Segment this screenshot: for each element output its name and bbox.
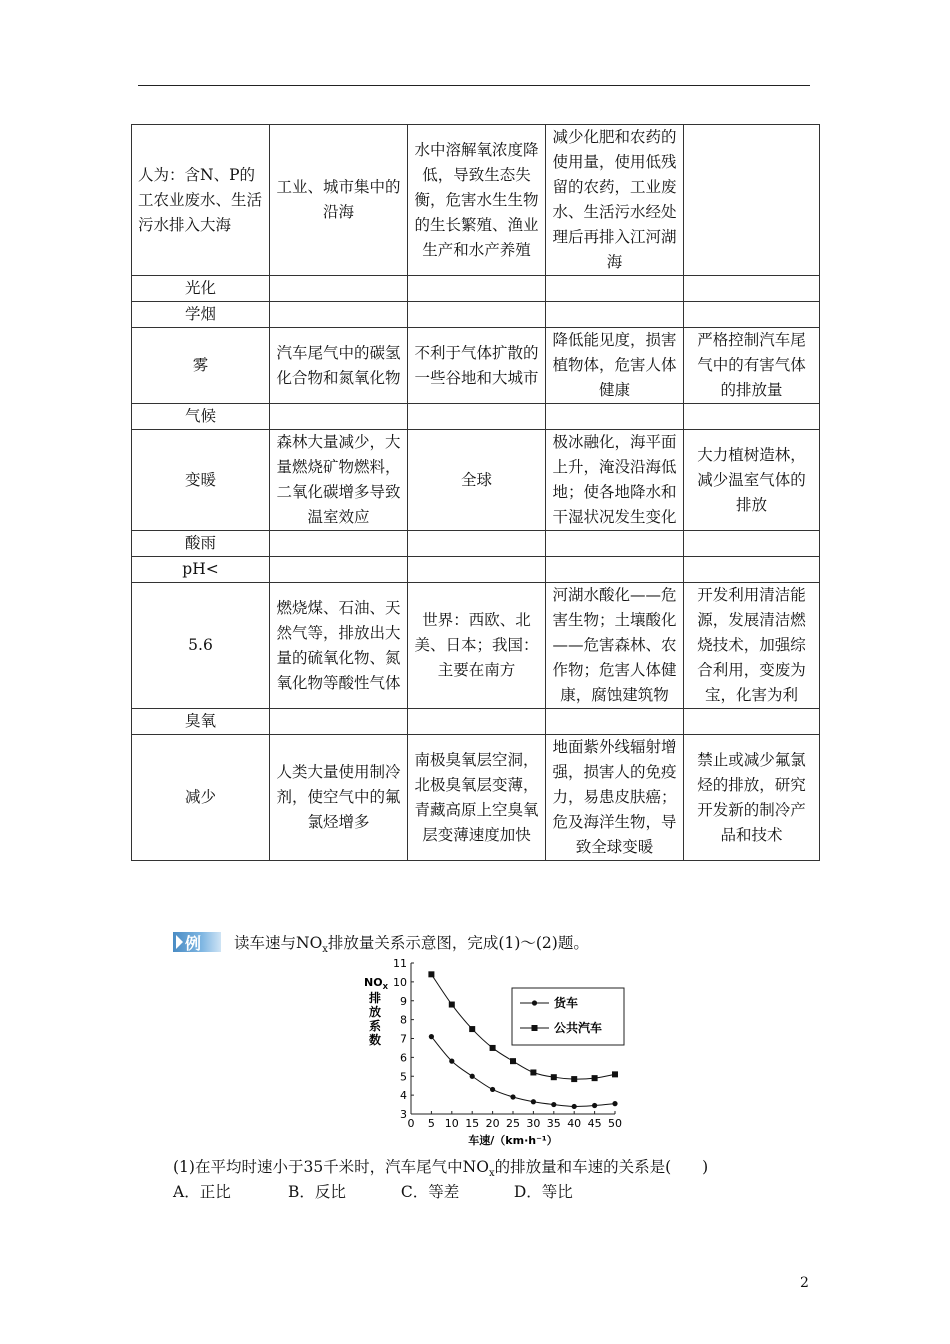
chart-legend	[512, 988, 624, 1045]
table-cell	[684, 557, 820, 583]
table-row	[132, 531, 820, 557]
data-point-circle	[510, 1094, 515, 1099]
chart-axes	[364, 957, 622, 1147]
table-cell	[270, 276, 408, 302]
table-cell	[408, 404, 546, 430]
table-cell	[546, 404, 684, 430]
table-cell	[408, 276, 546, 302]
table-cell	[408, 709, 546, 735]
x-tick-label: 15	[465, 1117, 480, 1130]
option-a[interactable]: A．正比	[173, 1183, 231, 1201]
table-cell: 不利于气体扩散的一些谷地和大城市	[408, 328, 546, 404]
y-axis-label-char: 系	[368, 1019, 382, 1033]
play-arrow-icon	[176, 935, 183, 949]
data-point-square	[530, 1069, 536, 1075]
data-point-circle	[490, 1087, 495, 1092]
data-point-square	[571, 1076, 577, 1082]
table-row	[132, 430, 820, 531]
table-cell: 人为：含N、P的工农业废水、生活污水排入大海	[132, 125, 270, 276]
example-prompt: 读车速与$NO_x$排放量关系示意图，完成(1)～(2)题。	[234, 934, 589, 956]
x-tick-label: 5	[427, 1117, 435, 1130]
table-row	[132, 328, 820, 404]
example-badge-label: 例	[185, 934, 202, 953]
table-cell	[270, 709, 408, 735]
data-point-circle	[551, 1102, 556, 1107]
legend-marker-square	[532, 1025, 538, 1031]
x-tick-label: 40	[567, 1117, 582, 1130]
table-cell: 汽车尾气中的碳氢化合物和氮氧化物	[270, 328, 408, 404]
table-cell: 降低能见度，损害植物体，危害人体健康	[546, 328, 684, 404]
table-cell: 地面紫外线辐射增强，损害人的免疫力，易患皮肤癌；危及海洋生物，导致全球变暖	[546, 735, 684, 861]
table-cell	[408, 302, 546, 328]
question-1: (1)在平均时速小于35千米时，汽车尾气中$NO_x$的排放量和车速的关系是( )	[173, 1158, 709, 1180]
table-cell: 变暖	[132, 430, 270, 531]
y-tick-label: 3	[400, 1108, 407, 1121]
table-cell	[270, 557, 408, 583]
table-cell: 极冰融化，海平面上升，淹没沿海低地；使各地降水和干湿状况发生变化	[546, 430, 684, 531]
nox-emission-chart	[350, 955, 650, 1155]
data-point-circle	[531, 1099, 536, 1104]
table-row	[132, 302, 820, 328]
answer-options	[173, 1181, 573, 1203]
data-point-square	[469, 1026, 475, 1032]
x-tick-label: 0	[407, 1117, 415, 1130]
table-body	[132, 125, 820, 861]
table-cell	[546, 302, 684, 328]
option-b[interactable]: B．反比	[287, 1183, 346, 1201]
table-row	[132, 583, 820, 709]
table-cell: 大力植树造林，减少温室气体的排放	[684, 430, 820, 531]
x-axis-label: 车速/（km·h⁻¹）	[468, 1134, 558, 1147]
environment-table	[131, 124, 820, 861]
table-cell: 减少	[132, 735, 270, 861]
y-tick-label: 6	[400, 1051, 407, 1065]
data-point-circle	[470, 1074, 475, 1079]
y-axis-label-char: 排	[368, 991, 382, 1005]
data-point-square	[428, 971, 434, 977]
x-tick-label: 45	[587, 1117, 602, 1130]
data-point-square	[612, 1071, 618, 1077]
table-cell: 燃烧煤、石油、天然气等，排放出大量的硫氧化物、氮氧化物等酸性气体	[270, 583, 408, 709]
table-cell	[270, 302, 408, 328]
table-cell: 水中溶解氧浓度降低，导致生态失衡，危害水生生物的生长繁殖、渔业生产和水产养殖	[408, 125, 546, 276]
option-d[interactable]: D．等比	[513, 1183, 573, 1201]
y-tick-label: 7	[400, 1032, 407, 1046]
table-cell	[270, 404, 408, 430]
x-tick-label: 30	[526, 1117, 541, 1130]
table-cell: 雾	[132, 328, 270, 404]
x-tick-label: 50	[608, 1117, 622, 1130]
data-point-square	[551, 1074, 557, 1080]
y-tick-label: 11	[393, 957, 407, 970]
example-badge	[173, 932, 221, 952]
table-cell: 5.6	[132, 583, 270, 709]
page-number: 2	[800, 1275, 809, 1291]
data-point-circle	[612, 1101, 617, 1106]
table-cell: 臭氧	[132, 709, 270, 735]
table-cell: 人类大量使用制冷剂，使空气中的氟氯烃增多	[270, 735, 408, 861]
data-point-square	[490, 1045, 496, 1051]
table-cell	[546, 276, 684, 302]
table-cell: 森林大量减少，大量燃烧矿物燃料，二氧化碳增多导致温室效应	[270, 430, 408, 531]
data-point-circle	[592, 1103, 597, 1108]
table-cell: 河湖水酸化——危害生物；土壤酸化——危害森林、农作物；危害人体健康，腐蚀建筑物	[546, 583, 684, 709]
data-point-circle	[449, 1059, 454, 1064]
table-row	[132, 404, 820, 430]
table-cell: 全球	[408, 430, 546, 531]
table-cell: 光化	[132, 276, 270, 302]
x-tick-label: 35	[546, 1117, 561, 1130]
legend-marker-circle	[532, 1000, 537, 1005]
y-axis-label-char: 放	[368, 1005, 382, 1019]
table-row	[132, 709, 820, 735]
x-tick-label: 10	[444, 1117, 459, 1130]
series-line-0	[431, 1037, 615, 1107]
table-cell: 工业、城市集中的沿海	[270, 125, 408, 276]
table-cell: 学烟	[132, 302, 270, 328]
table-cell: 世界：西欧、北美、日本；我国：主要在南方	[408, 583, 546, 709]
legend-label: 货车	[554, 996, 579, 1010]
y-axis-label-sub: X	[382, 983, 388, 991]
x-tick-label: 25	[506, 1117, 520, 1130]
header-rule	[138, 85, 810, 86]
option-c[interactable]: C．等差	[400, 1183, 460, 1201]
table-cell: 南极臭氧层空洞，北极臭氧层变薄，青藏高原上空臭氧层变薄速度加快	[408, 735, 546, 861]
table-cell	[546, 531, 684, 557]
table-cell: 气候	[132, 404, 270, 430]
table-cell: 减少化肥和农药的使用量，使用低残留的农药，工业废水、生活污水经处理后再排入江河湖海	[546, 125, 684, 276]
table-cell	[684, 404, 820, 430]
y-tick-label: 4	[400, 1089, 407, 1103]
table-cell: pH<	[132, 557, 270, 583]
y-tick-label: 5	[400, 1070, 407, 1084]
table-row	[132, 125, 820, 276]
table-cell	[684, 709, 820, 735]
table-row	[132, 276, 820, 302]
data-point-square	[592, 1075, 598, 1081]
table-cell	[270, 531, 408, 557]
table-cell	[546, 557, 684, 583]
y-axis-label-main: $NO_X$	[364, 976, 388, 991]
table-cell	[408, 557, 546, 583]
legend-label: 公共汽车	[554, 1021, 603, 1035]
y-axis-label-char: 数	[368, 1033, 382, 1047]
table-row	[132, 735, 820, 861]
data-point-square	[510, 1058, 516, 1064]
table-cell: 酸雨	[132, 531, 270, 557]
table-cell	[684, 125, 820, 276]
data-point-square	[449, 1002, 455, 1008]
table-cell: 开发利用清洁能源，发展清洁燃烧技术，加强综合利用，变废为宝，化害为利	[684, 583, 820, 709]
table-row	[132, 557, 820, 583]
table-cell	[408, 531, 546, 557]
data-point-circle	[572, 1104, 577, 1109]
x-tick-label: 20	[485, 1117, 500, 1130]
y-tick-label: 8	[400, 1013, 407, 1027]
data-point-circle	[429, 1034, 434, 1039]
table-cell: 禁止或减少氟氯烃的排放，研究开发新的制冷产品和技术	[684, 735, 820, 861]
table-cell: 严格控制汽车尾气中的有害气体的排放量	[684, 328, 820, 404]
table-cell	[546, 709, 684, 735]
y-tick-label: 9	[400, 994, 407, 1008]
table-cell	[684, 276, 820, 302]
y-tick-label: 10	[393, 975, 407, 989]
table-cell	[684, 531, 820, 557]
table-cell	[684, 302, 820, 328]
